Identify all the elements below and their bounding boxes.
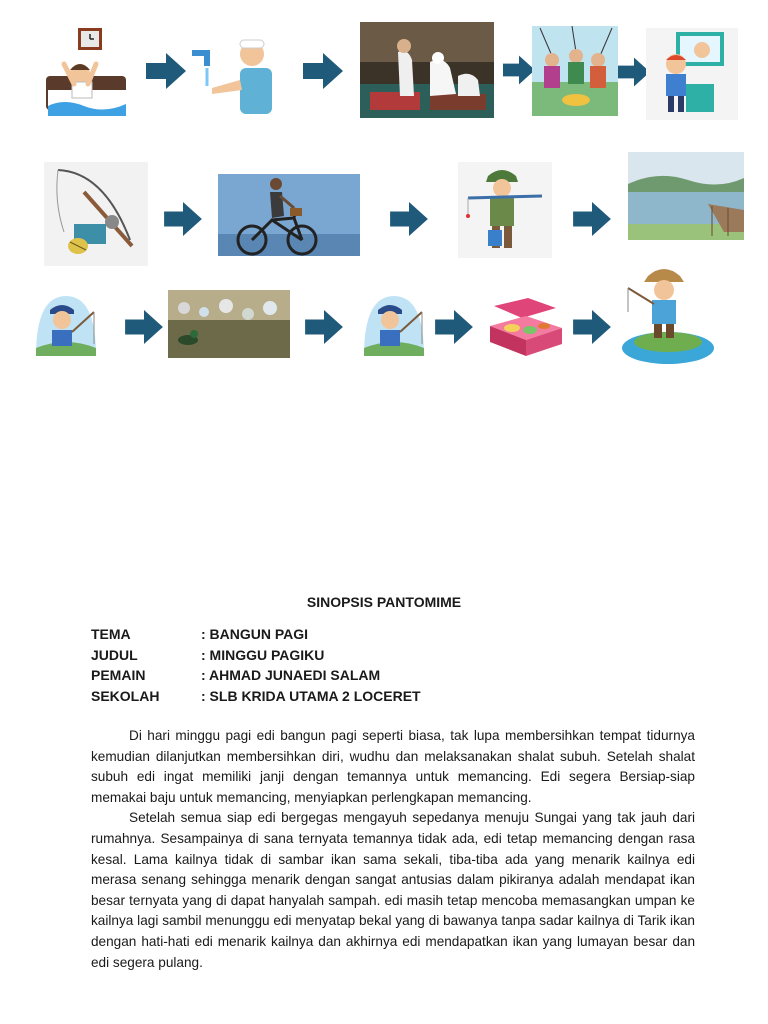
meta-label: SEKOLAH [91, 687, 160, 704]
trash-in-river-photo [168, 290, 290, 358]
meta-row-pemain [91, 665, 421, 686]
sequence-arrow [303, 53, 343, 94]
sequence-arrow [162, 202, 204, 241]
meta-value: : SLB KRIDA UTAMA 2 LOCERET [201, 687, 421, 704]
meta-label: TEMA [91, 626, 131, 642]
boy-with-fishing-rod-illustration [458, 162, 552, 258]
boy-fishing-illustration [360, 292, 428, 356]
meta-value: : BANGUN PAGI [201, 626, 309, 642]
document-title: SINOPSIS PANTOMIME [306, 594, 462, 610]
lake-with-pier-illustration [628, 152, 744, 240]
dressing-at-mirror-illustration [646, 28, 738, 120]
synopsis-paragraph: Di hari minggu pagi edi bangun pagi seperti biasa, tak lupa membersihkan tempat tidurnya kemudian dilanjutkan membersihkan diri, wudhu dan melaksanakan shalat subuh. Setelah shalat subuh edi ingat memiliki janji dengan temannya untuk memancing. Edi segera Bersiap-siap memakai baju untuk memancing, menyiapkan perlengkapan memancing. [91, 728, 695, 805]
meta-label: PEMAIN [91, 667, 146, 683]
synopsis-body [91, 726, 695, 973]
meta-row-sekolah [91, 686, 421, 707]
friends-fishing-illustration [532, 26, 618, 116]
meta-row-tema [91, 624, 421, 645]
sequence-arrow [302, 310, 346, 349]
sequence-arrow [570, 202, 614, 241]
praying-subuh-photo [360, 22, 494, 118]
sequence-arrow [122, 310, 166, 349]
waking-up-illustration [44, 28, 128, 118]
sequence-arrow [503, 53, 535, 92]
boy-with-fish-illustration [620, 262, 716, 370]
sequence-arrow [432, 310, 476, 349]
sequence-arrow [570, 310, 614, 349]
washing-at-tap-illustration [190, 36, 286, 116]
sequence-arrow [146, 53, 186, 94]
synopsis-metadata [91, 624, 421, 706]
meta-label: JUDUL [91, 646, 138, 663]
cycling-photo [218, 174, 360, 256]
boy-fishing-illustration [32, 292, 100, 356]
meta-row-judul [91, 645, 421, 666]
lunch-box-illustration [486, 296, 566, 358]
meta-value: : MINGGU PAGIKU [201, 646, 325, 663]
sequence-arrow [388, 202, 430, 241]
meta-value: : AHMAD JUNAEDI SALAM [201, 667, 381, 683]
fishing-gear-illustration [44, 162, 148, 266]
synopsis-paragraph: Setelah semua siap edi bergegas mengayuh sepedanya menuju Sungai yang tak jauh dari rumahnya. Sesampainya di sana ternyata temannya tidak ada, edi tetap memancing dengan rasa kesal. Lama kailnya tidak di sambar ikan sama sekali, tiba-tiba ada yang menarik kailnya edi merasa senang sehingga menarik dengan sangat antusias dalam pikiranya adalah mendapat ikan besar ternyata yang di dapat hanyalah sampah. edi masih tetap mencoba memasangkan umpan ke kailnya lagi sambil menunggu edi menyatap bekal yang di bawanya tanpa sadar kailnya di Tarik ikan dengan hati-hati edi menarik kailnya dan akhirnya edi mendapatkan ikan yang lumayan besar dan edi segera pulang. [91, 810, 695, 970]
